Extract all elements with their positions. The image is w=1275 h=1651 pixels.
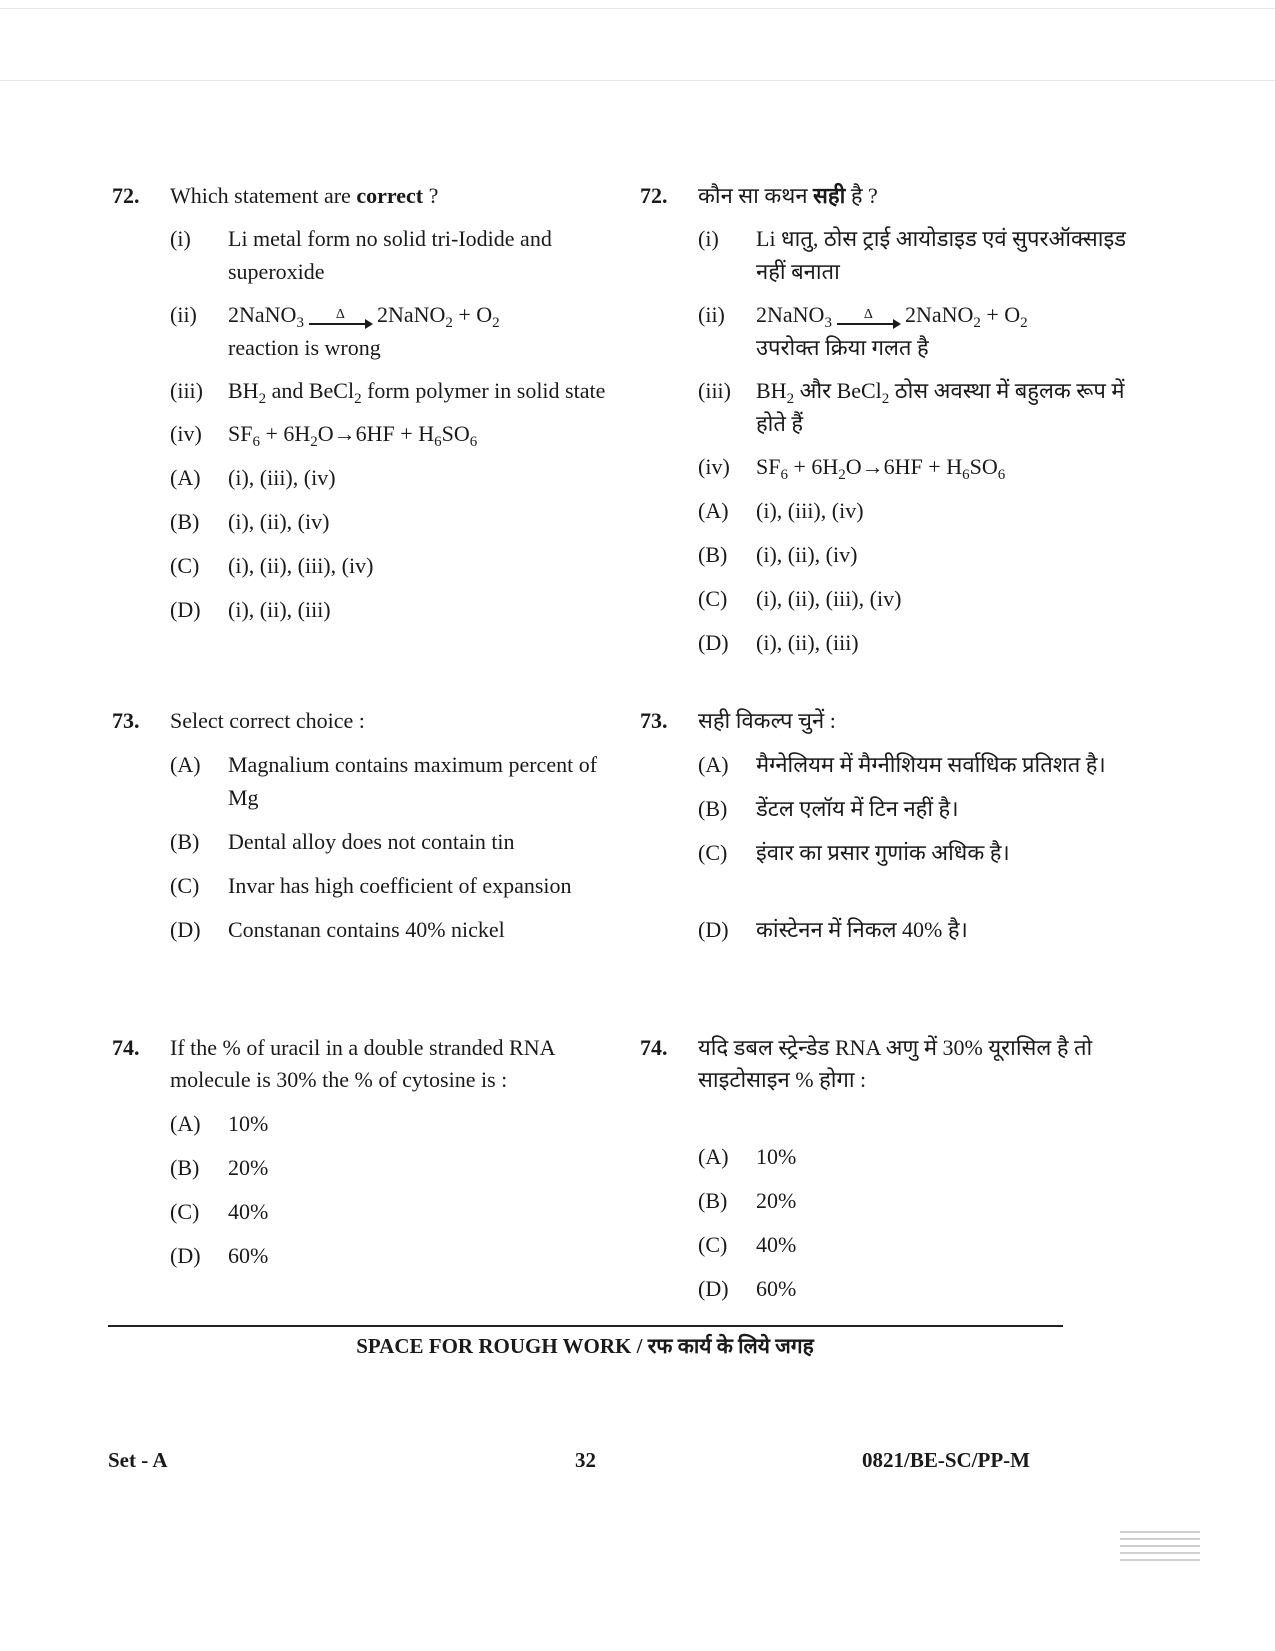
answer-option: (D) Constanan contains 40% nickel — [170, 917, 505, 942]
answer-option: (B) 20% — [698, 1188, 797, 1213]
answer-option: (C) 40% — [170, 1199, 269, 1224]
question-number: 72. — [640, 183, 668, 208]
answer-option: (C) (i), (ii), (iii), (iv) — [698, 586, 902, 611]
answer-option: (B) डेंटल एलॉय में टिन नहीं है। — [698, 796, 959, 821]
statement: (i) Li metal form no solid tri-Iodide and superoxide — [170, 226, 552, 284]
answer-option: (A) (i), (iii), (iv) — [698, 498, 864, 523]
divider-line — [108, 1325, 1063, 1327]
answer-option: (B) Dental alloy does not contain tin — [170, 829, 515, 854]
statement: (iii) $BH_2$ and BeCl$_2$ form polymer in solid state — [170, 378, 606, 407]
answer-option: (C) इंवार का प्रसार गुणांक अधिक है। — [698, 840, 1010, 865]
set-label: Set - A — [108, 1448, 168, 1472]
statement: (ii) 2NaNO$_3$ Δ 2NaNO$_2$ + $O_2$ उपरोक्त क्रिया गलत है — [698, 302, 1028, 360]
question-72-en — [112, 180, 612, 626]
statement: (iv) $SF_6 + 6H_2O\to 6HF + H_6SO_6$ — [170, 421, 478, 450]
answer-option: (C) 40% — [698, 1232, 797, 1257]
question-text: If the % of uracil in a double stranded RNA molecule is 30% the % of cytosine is : — [170, 1035, 555, 1092]
question-text: कौन सा कथन सही है ? — [698, 183, 878, 208]
page-number: 32 — [575, 1448, 596, 1472]
answer-option: (C) Invar has high coefficient of expansion — [170, 873, 572, 898]
statement: (iv) $SF_6 + 6H_2O\to 6HF + H_6SO_6$ — [698, 454, 1006, 483]
answer-option: (B) 20% — [170, 1155, 269, 1180]
answer-option: (D) 60% — [698, 1276, 797, 1301]
question-74-en — [112, 1032, 612, 1272]
question-number: 72. — [112, 183, 140, 208]
question-number: 73. — [112, 708, 140, 733]
question-number: 74. — [112, 1035, 140, 1060]
question-text: Which statement are correct ? — [170, 183, 439, 208]
scan-edge-line — [0, 8, 1275, 9]
question-text: सही विकल्प चुनें : — [698, 708, 836, 733]
statement: (iii) $BH_2$ और BeCl$_2$ ठोस अवस्था में बहुलक रूप में होते हैं — [698, 378, 1125, 436]
paper-code: 0821/BE-SC/PP-M — [862, 1448, 1030, 1472]
question-number: 73. — [640, 708, 668, 733]
answer-option: (B) (i), (ii), (iv) — [170, 509, 330, 534]
statement: (ii) 2NaNO$_3$ Δ 2NaNO$_2$ + $O_2$ reaction is wrong — [170, 302, 500, 360]
question-text: यदि डबल स्ट्रेन्डेड RNA अणु में 30% यूरासिल है तो साइटोसाइन % होगा : — [698, 1035, 1093, 1092]
corner-scan-lines — [1120, 1526, 1200, 1561]
answer-option: (D) 60% — [170, 1243, 269, 1268]
answer-option: (A) मैग्नेलियम में मैग्नीशियम सर्वाधिक प्रतिशत है। — [698, 752, 1106, 777]
question-74-hi — [640, 1032, 1140, 1305]
answer-option: (A) Magnalium contains maximum percent of Mg — [170, 752, 598, 810]
answer-option: (D) (i), (ii), (iii) — [170, 597, 331, 622]
question-number: 74. — [640, 1035, 668, 1060]
question-text: Select correct choice : — [170, 708, 365, 733]
answer-option: (A) 10% — [170, 1111, 269, 1136]
answer-option: (A) 10% — [698, 1144, 797, 1169]
answer-option: (A) (i), (iii), (iv) — [170, 465, 336, 490]
heat-arrow: Δ — [309, 308, 371, 325]
answer-option: (C) (i), (ii), (iii), (iv) — [170, 553, 374, 578]
question-73-hi — [640, 705, 1140, 946]
question-72-hi — [640, 180, 1140, 659]
question-73-en — [112, 705, 612, 946]
heat-arrow: Δ — [837, 308, 899, 325]
statement: (i) Li धातु, ठोस ट्राई आयोडाइड एवं सुपरऑक्साइड नहीं बनाता — [698, 226, 1127, 284]
answer-option: (B) (i), (ii), (iv) — [698, 542, 858, 567]
scan-edge-line — [0, 80, 1275, 81]
answer-option: (D) (i), (ii), (iii) — [698, 630, 859, 655]
rough-work-label: SPACE FOR ROUGH WORK / रफ कार्य के लिये जगह — [356, 1334, 814, 1358]
answer-option: (D) कांस्टेनन में निकल 40% है। — [698, 917, 968, 942]
